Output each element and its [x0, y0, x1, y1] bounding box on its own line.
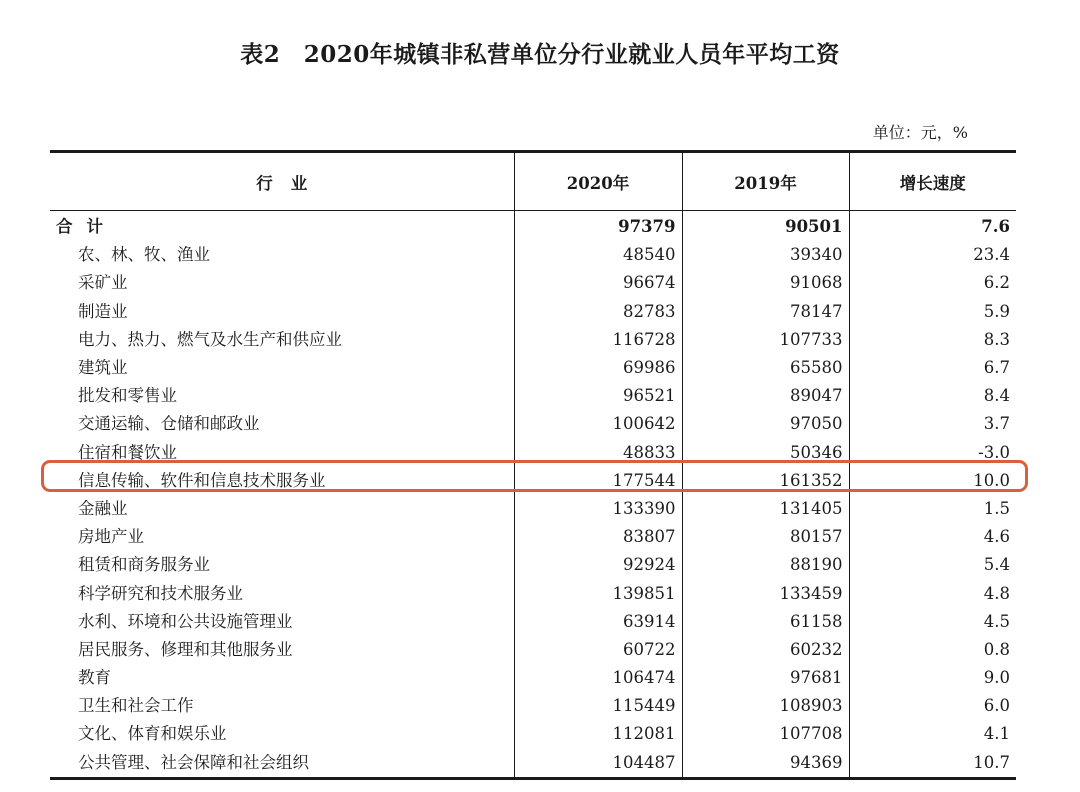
wage-2019-cell: 89047: [682, 382, 849, 410]
table-row: [50, 692, 1016, 720]
wage-2020-cell: 96674: [514, 269, 682, 297]
wage-2020-cell: 106474: [514, 664, 682, 692]
wage-2020-cell: 116728: [514, 326, 682, 354]
wage-2019-cell: 61158: [682, 608, 849, 636]
industry-cell: 信息传输、软件和信息技术服务业: [78, 470, 326, 490]
growth-cell: 10.7: [849, 749, 1016, 779]
wage-2019-cell: 107708: [682, 720, 849, 748]
wage-2019-cell: 107733: [682, 326, 849, 354]
wage-2020-cell: 104487: [514, 749, 682, 779]
industry-cell: 水利、环境和公共设施管理业: [78, 611, 293, 631]
table-row: [50, 467, 1016, 495]
industry-cell: 采矿业: [78, 273, 128, 293]
wage-2020-cell: 100642: [514, 410, 682, 438]
industry-cell: 交通运输、仓储和邮政业: [78, 414, 260, 434]
growth-cell: 7.6: [849, 211, 1016, 242]
wage-2019-cell: 91068: [682, 269, 849, 297]
wage-2019-cell: 88190: [682, 551, 849, 579]
growth-cell: 6.7: [849, 354, 1016, 382]
growth-cell: 4.5: [849, 608, 1016, 636]
table-row: [50, 439, 1016, 467]
wage-2020-cell: 63914: [514, 608, 682, 636]
growth-cell: 4.8: [849, 579, 1016, 607]
wage-2020-cell: 92924: [514, 551, 682, 579]
table-title: 表2 2020年城镇非私营单位分行业就业人员年平均工资: [240, 41, 840, 68]
wage-2020-cell: 60722: [514, 636, 682, 664]
header-2020: 2020年: [514, 152, 682, 211]
growth-cell: 1.5: [849, 495, 1016, 523]
unit-note: 单位：元，%: [872, 123, 968, 142]
industry-cell: 制造业: [78, 301, 128, 321]
wage-2020-cell: 139851: [514, 579, 682, 607]
growth-cell: 8.3: [849, 326, 1016, 354]
table-row: [50, 664, 1016, 692]
industry-cell: 居民服务、修理和其他服务业: [78, 639, 293, 659]
growth-cell: 5.9: [849, 298, 1016, 326]
table-row: [50, 269, 1016, 297]
header-2019: 2019年: [682, 152, 849, 211]
industry-cell: 公共管理、社会保障和社会组织: [50, 749, 514, 779]
table-header-row: [50, 152, 1016, 211]
wage-2020-cell: 82783: [514, 298, 682, 326]
wage-2019-cell: 60232: [682, 636, 849, 664]
table-row: [50, 579, 1016, 607]
wage-2020-cell: 112081: [514, 720, 682, 748]
industry-cell: 电力、热力、燃气及水生产和供应业: [78, 329, 342, 349]
growth-cell: 5.4: [849, 551, 1016, 579]
wage-2020-cell: 115449: [514, 692, 682, 720]
table-row: [50, 720, 1016, 748]
growth-cell: 0.8: [849, 636, 1016, 664]
wage-2020-cell: 97379: [514, 211, 682, 242]
growth-cell: 8.4: [849, 382, 1016, 410]
table-body: [50, 211, 1016, 779]
table-row: [50, 495, 1016, 523]
wage-2020-cell: 96521: [514, 382, 682, 410]
growth-cell: 6.0: [849, 692, 1016, 720]
wage-2019-cell: 65580: [682, 354, 849, 382]
wage-2019-cell: 161352: [682, 467, 849, 495]
header-industry: 行业: [50, 152, 514, 211]
table-row: [50, 608, 1016, 636]
industry-cell: 卫生和社会工作: [78, 696, 194, 716]
industry-cell: 批发和零售业: [78, 386, 177, 406]
wage-2019-cell: 108903: [682, 692, 849, 720]
table-row: [50, 551, 1016, 579]
wage-2019-cell: 50346: [682, 439, 849, 467]
industry-cell: 文化、体育和娱乐业: [78, 724, 227, 744]
wage-2020-cell: 177544: [514, 467, 682, 495]
industry-cell: 科学研究和技术服务业: [78, 583, 243, 603]
wage-2019-cell: 131405: [682, 495, 849, 523]
table-row: [50, 241, 1016, 269]
growth-cell: 9.0: [849, 664, 1016, 692]
wage-2019-cell: 90501: [682, 211, 849, 242]
wage-2019-cell: 97681: [682, 664, 849, 692]
industry-cell: 住宿和餐饮业: [78, 442, 177, 462]
growth-cell: 23.4: [849, 241, 1016, 269]
industry-cell: 教育: [78, 668, 111, 688]
table-row: [50, 410, 1016, 438]
wage-2019-cell: 97050: [682, 410, 849, 438]
total-row: [50, 211, 1016, 242]
growth-cell: 6.2: [849, 269, 1016, 297]
wage-2020-cell: 48540: [514, 241, 682, 269]
wage-2019-cell: 80157: [682, 523, 849, 551]
table-row: [50, 354, 1016, 382]
growth-cell: 10.0: [849, 467, 1016, 495]
wage-2019-cell: 94369: [682, 749, 849, 779]
industry-cell: 建筑业: [78, 358, 128, 378]
header-growth: 增长速度: [849, 152, 1016, 211]
industry-cell: 农、林、牧、渔业: [78, 245, 210, 265]
table-row: [50, 636, 1016, 664]
industry-cell: 租赁和商务服务业: [78, 555, 210, 575]
growth-cell: 4.1: [849, 720, 1016, 748]
table-row: [50, 382, 1016, 410]
industry-cell: 房地产业: [78, 527, 144, 547]
industry-cell: 合计: [56, 217, 117, 237]
growth-cell: 3.7: [849, 410, 1016, 438]
table-row: [50, 298, 1016, 326]
table-row: [50, 326, 1016, 354]
table-row: [50, 523, 1016, 551]
wage-2020-cell: 69986: [514, 354, 682, 382]
wage-2020-cell: 133390: [514, 495, 682, 523]
wage-2019-cell: 39340: [682, 241, 849, 269]
wage-2020-cell: 83807: [514, 523, 682, 551]
industry-cell: 金融业: [78, 498, 128, 518]
wage-table: [50, 150, 1016, 780]
table-row: [50, 749, 1016, 779]
wage-2020-cell: 48833: [514, 439, 682, 467]
growth-cell: 4.6: [849, 523, 1016, 551]
wage-2019-cell: 78147: [682, 298, 849, 326]
wage-2019-cell: 133459: [682, 579, 849, 607]
growth-cell: -3.0: [849, 439, 1016, 467]
